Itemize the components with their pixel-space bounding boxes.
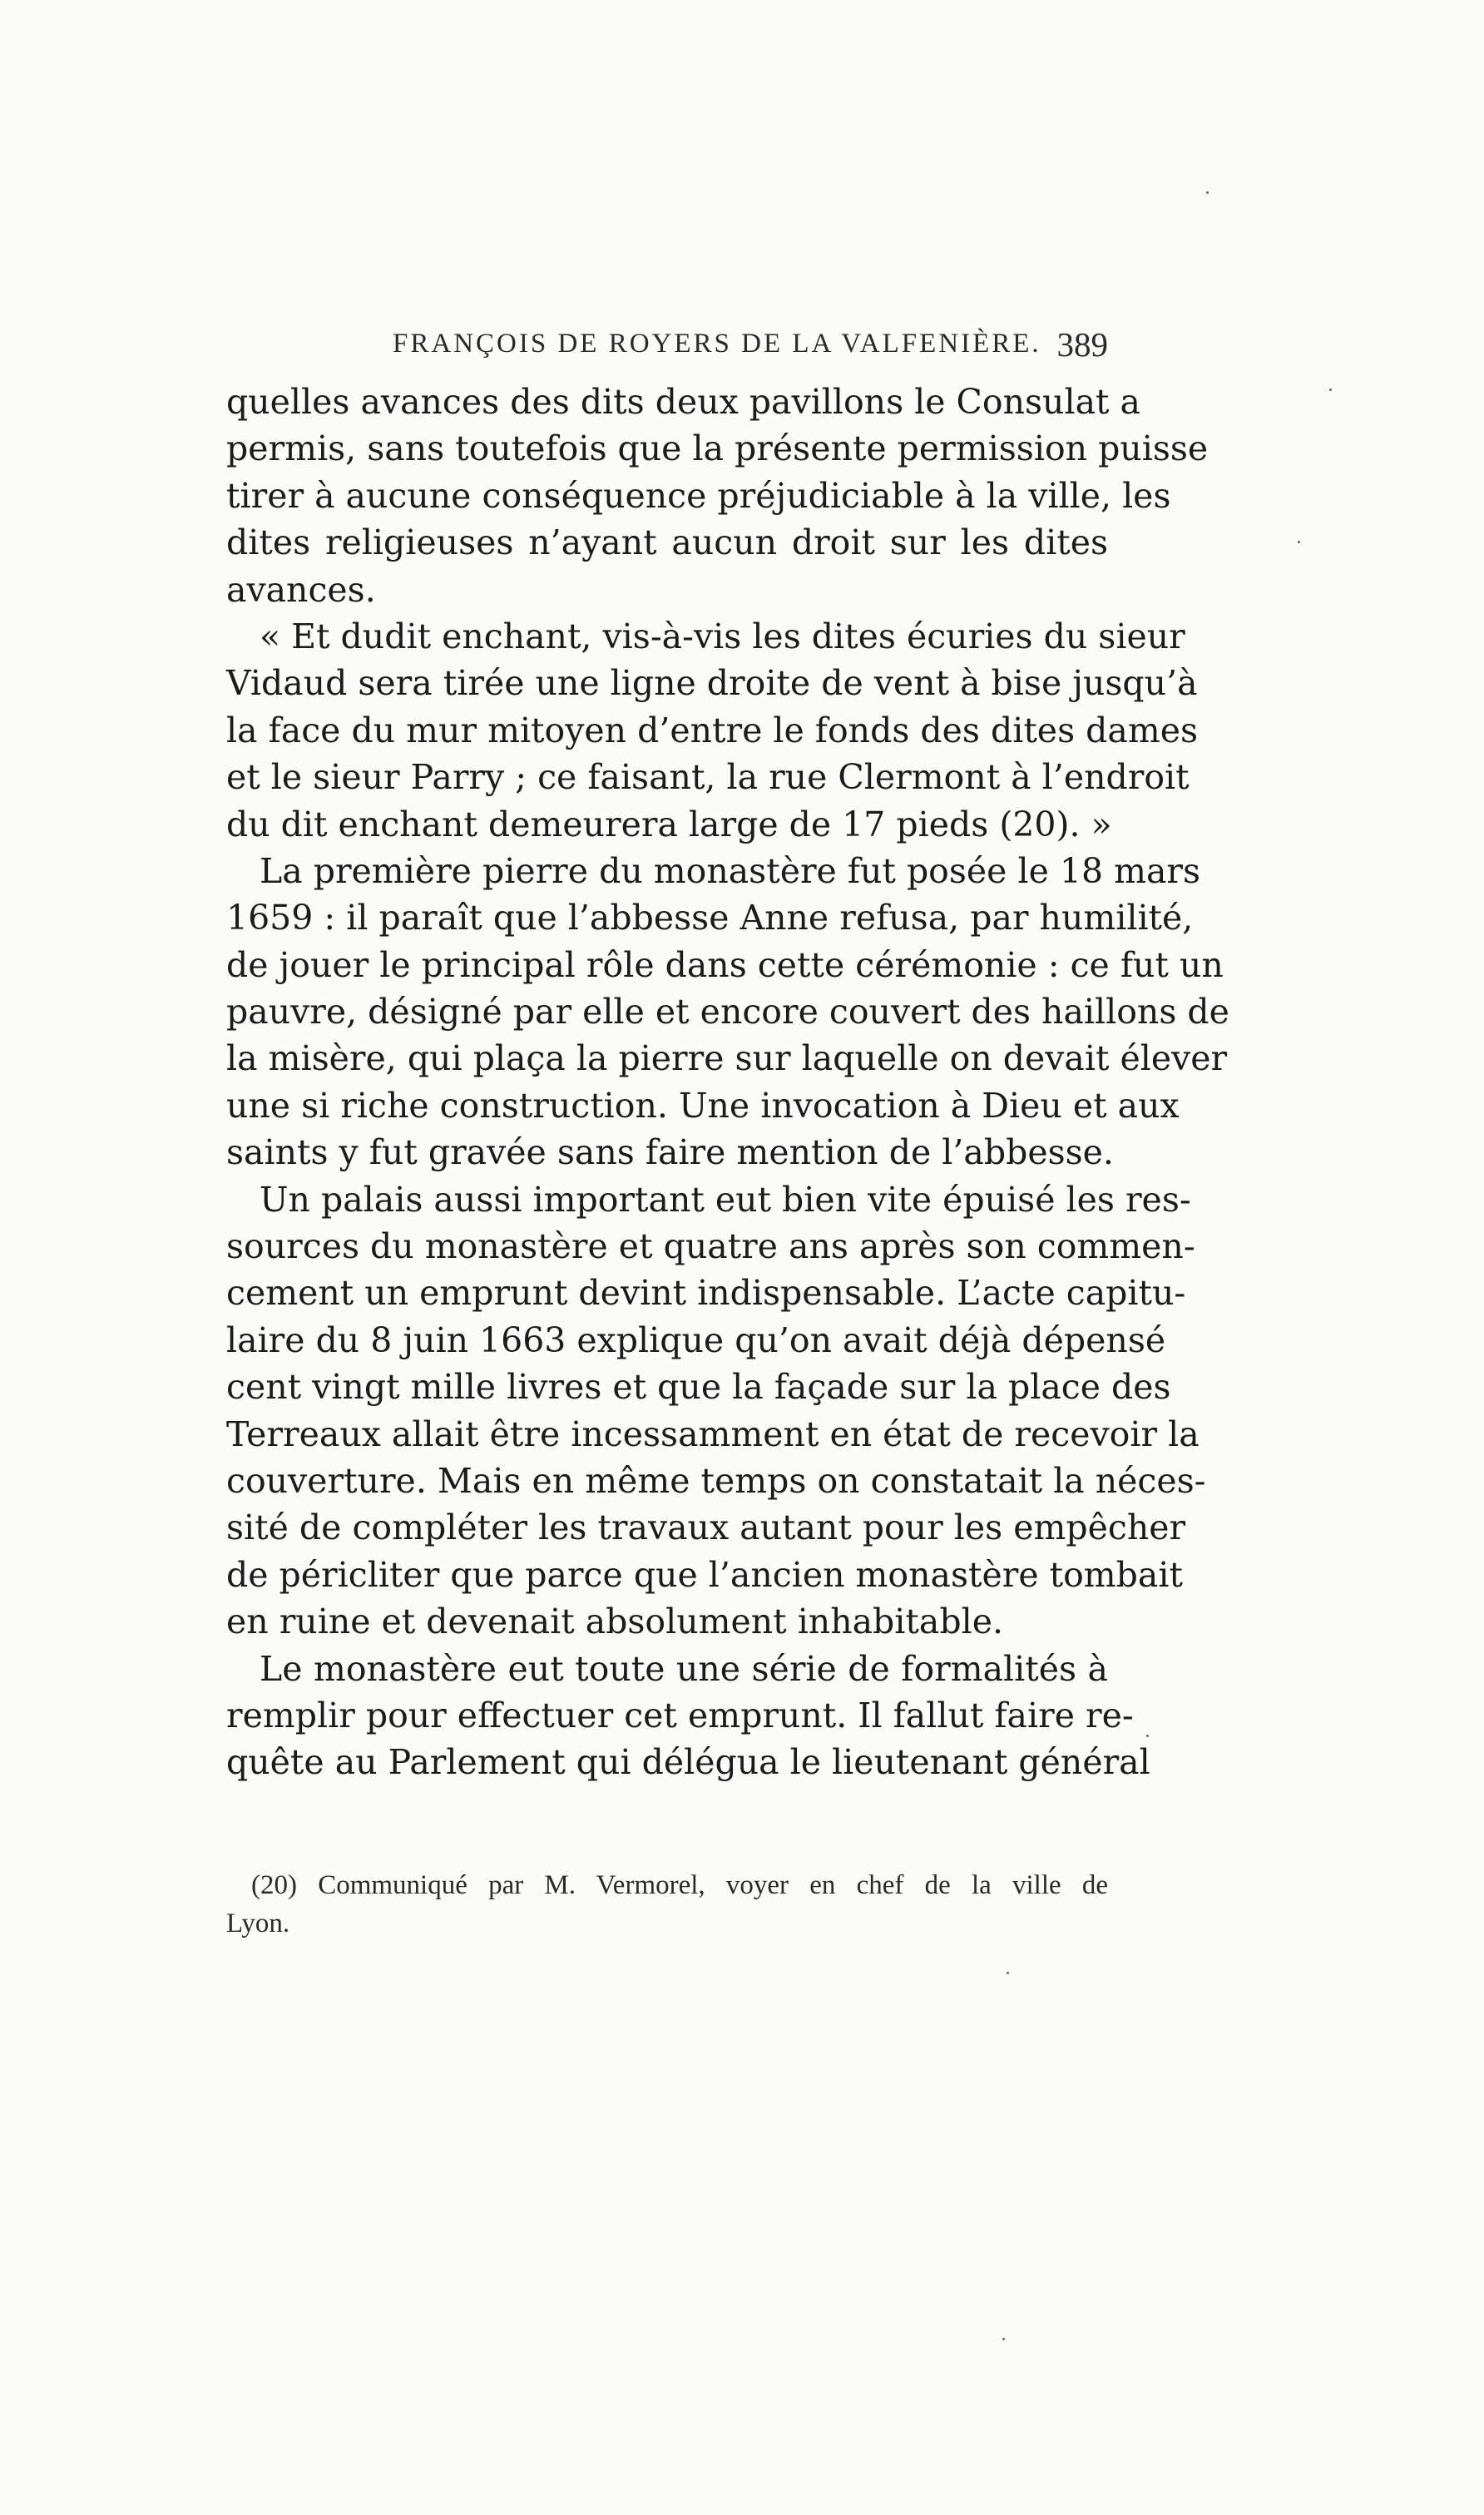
paper-speck <box>1298 541 1300 543</box>
text-line: en ruine et devenait absolument inhabitable. <box>226 1602 1003 1642</box>
text-line: pauvre, désigné par elle et encore couvert des haillons de <box>226 992 1229 1032</box>
footnote-line: Lyon. <box>226 1909 290 1938</box>
paper-speck <box>1007 1972 1009 1974</box>
body-text <box>226 379 1229 1786</box>
text-line: saints y fut gravée sans faire mention de l’abbesse. <box>226 1132 1114 1173</box>
text-line: la misère, qui plaça la pierre sur laquelle on devait élever <box>226 1038 1228 1079</box>
text-line: une si riche construction. Une invocation à Dieu et aux <box>226 1085 1180 1126</box>
text-line: Vidaud sera tirée une ligne droite de vent à bise jusqu’à <box>226 663 1198 704</box>
footnote <box>226 1866 1108 1943</box>
text-line: de péricliter que parce que l’ancien monastère tombait <box>226 1554 1183 1595</box>
text-line: cement un emprunt devint indispensable. L’acte capitu- <box>226 1273 1186 1314</box>
text-line: dites religieuses n’ayant aucun droit sur les dites <box>226 522 1108 563</box>
running-title: FRANÇOIS DE ROYERS DE LA VALFENIÈRE. <box>393 329 1041 359</box>
text-line: Le monastère eut toute une série de formalités à <box>260 1648 1108 1689</box>
page-number: 389 <box>1056 325 1108 364</box>
text-line: cent vingt mille livres et que la façade sur la place des <box>226 1367 1171 1408</box>
paper-speck <box>1002 2338 1005 2340</box>
text-line: et le sieur Parry ; ce faisant, la rue Clermont à l’endroit <box>226 757 1190 798</box>
text-line: La première pierre du monastère fut posée le 18 mars <box>260 850 1201 891</box>
text-line: sources du monastère et quatre ans après son commen- <box>226 1226 1195 1267</box>
text-line: tirer à aucune conséquence préjudiciable à la ville, les <box>226 475 1171 516</box>
paper-speck <box>1206 191 1209 194</box>
text-line: « Et dudit enchant, vis-à-vis les dites écuries du sieur <box>260 616 1185 656</box>
paper-speck <box>1329 389 1332 391</box>
footnote-line: (20) Communiqué par M. Vermorel, voyer en chef de la ville de <box>251 1870 1108 1900</box>
text-line: 1659 : il paraît que l’abbesse Anne refusa, par humilité, <box>226 898 1194 938</box>
text-line: quelles avances des dits deux pavillons le Consulat a <box>226 382 1140 422</box>
text-line: avances. <box>226 569 376 610</box>
paper-speck <box>1146 1735 1149 1737</box>
text-line: quête au Parlement qui délégua le lieutenant général <box>226 1742 1150 1783</box>
text-line: Un palais aussi important eut bien vite épuisé les res- <box>260 1179 1191 1220</box>
page-header <box>226 325 1108 370</box>
text-line: permis, sans toutefois que la présente permission puisse <box>226 428 1209 469</box>
text-line: sité de compléter les travaux autant pour les empêcher <box>226 1508 1186 1548</box>
text-line: Terreaux allait être incessamment en état de recevoir la <box>226 1413 1200 1454</box>
text-line: de jouer le principal rôle dans cette cérémonie : ce fut un <box>226 944 1224 985</box>
text-line: du dit enchant demeurera large de 17 pieds (20). » <box>226 804 1112 844</box>
text-line: remplir pour effectuer cet emprunt. Il fallut faire re- <box>226 1695 1134 1735</box>
text-line: la face du mur mitoyen d’entre le fonds des dites dames <box>226 710 1199 750</box>
text-line: couverture. Mais en même temps on constatait la néces- <box>226 1460 1206 1501</box>
text-line: laire du 8 juin 1663 explique qu’on avait déjà dépensé <box>226 1319 1166 1360</box>
